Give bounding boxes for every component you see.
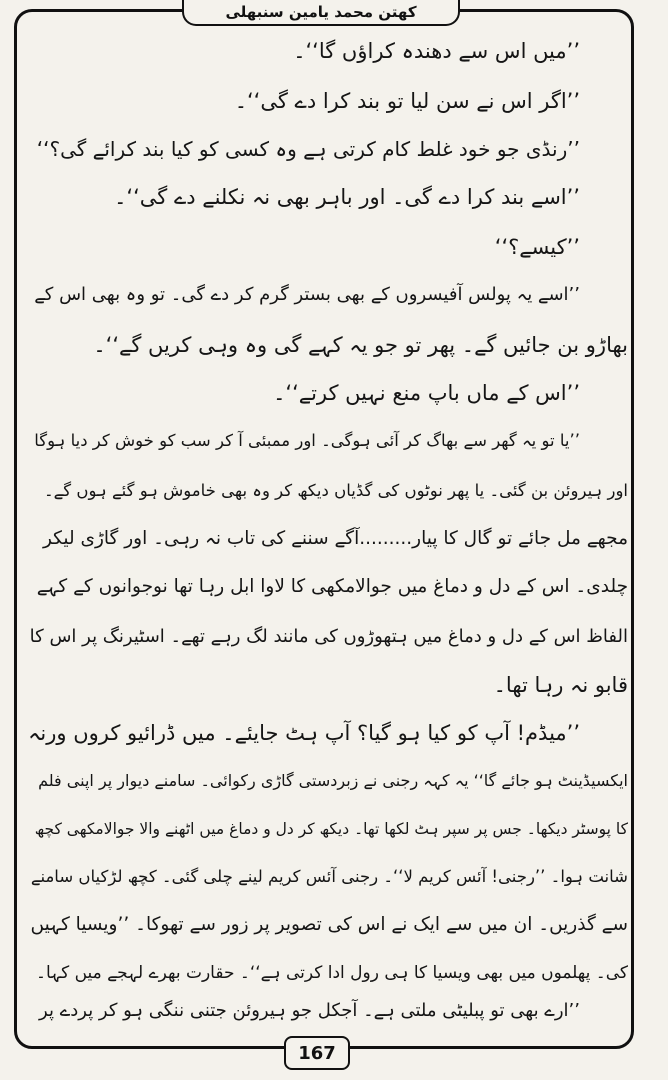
- text-line: ’’اگر اس نے سن لیا تو بند کرا دے گی‘‘۔: [234, 89, 580, 113]
- text-line: ’’یا تو یہ گھر سے بھاگ کر آئی ہوگی۔ اور ممبئی آ کر سب کو خوش کر دیا ہوگا: [34, 431, 580, 450]
- text-line: قابو نہ رہا تھا۔: [493, 673, 628, 697]
- text-line: الفاظ اس کے دل و دماغ میں ہتھوڑوں کی مانند لگ رہے تھے۔ اسٹیرنگ پر اس کا: [29, 626, 628, 647]
- text-line: ’’میں اس سے دھندہ کراؤں گا‘‘۔: [293, 39, 580, 63]
- page-number-box: [284, 1036, 350, 1070]
- page-body-text: [28, 30, 628, 1020]
- text-line: ’’ارے بھی تو پبلیٹی ملتی ہے۔ آجکل جو ہیروئن جتنی ننگی ہو کر پردے پر: [39, 1000, 580, 1021]
- running-header: [182, 0, 460, 26]
- text-line: کا پوسٹر دیکھا۔ جس پر سپر ہٹ لکھا تھا۔ دیکھ کر دل و دماغ میں اٹھنے والا جوالامکھی کچھ: [34, 820, 628, 838]
- text-line: ’’رنڈی جو خود غلط کام کرتی ہے وہ کسی کو کیا بند کرائے گی؟‘‘: [36, 137, 580, 161]
- text-line: ایکسیڈینٹ ہو جائے گا‘‘ یہ کہہ رجنی نے زبردستی گاڑی رکوائی۔ سامنے دیوار پر اپنی فلم: [38, 771, 628, 790]
- text-line: ’’میڈم! آپ کو کیا ہو گیا؟ آپ ہٹ جایئے۔ میں ڈرائیو کروں ورنہ: [28, 721, 580, 745]
- page-number: 167: [298, 1042, 336, 1064]
- text-line: بھاڑو بن جائیں گے۔ پھر تو جو یہ کہے گی وہ وہی کریں گے‘‘۔: [93, 333, 628, 357]
- text-line: ’’کیسے؟‘‘: [494, 235, 580, 259]
- text-line: سے گذریں۔ ان میں سے ایک نے اس کی تصویر پر زور سے تھوکا۔ ’’ویسیا کہیں: [30, 914, 628, 935]
- text-line: ’’اسے بند کرا دے گی۔ اور باہر بھی نہ نکلنے دے گی‘‘۔: [114, 185, 580, 209]
- author-title: کھتن محمد یامین سنبھلی: [225, 2, 417, 21]
- text-line: مجھے مل جائے تو گال کا پیار.........آگے سننے کی تاب نہ رہی۔ اور گاڑی لیکر: [42, 528, 628, 549]
- text-line: کی۔ پھلموں میں بھی ویسیا کا ہی رول ادا کرتی ہے‘‘۔ حقارت بھرے لہجے میں کہا۔: [35, 963, 628, 983]
- text-line: اور ہیروئن بن گئی۔ یا پھر نوٹوں کی گڈیاں دیکھ کر وہ بھی خاموش ہو گئے ہوں گے۔: [43, 481, 628, 500]
- text-line: شانت ہوا۔ ’’رجنی! آئس کریم لا‘‘۔ رجنی آئس کریم لینے چلی گئی۔ کچھ لڑکیاں سامنے: [30, 867, 628, 886]
- text-line: ’’اسے یہ پولس آفیسروں کے بھی بستر گرم کر دے گی۔ تو وہ بھی اس کے: [34, 284, 580, 305]
- text-line: ’’اس کے ماں باپ منع نہیں کرتے‘‘۔: [273, 381, 580, 405]
- text-line: چلدی۔ اس کے دل و دماغ میں جوالامکھی کا لاوا ابل رہا تھا نوجوانوں کے کہے: [36, 576, 628, 597]
